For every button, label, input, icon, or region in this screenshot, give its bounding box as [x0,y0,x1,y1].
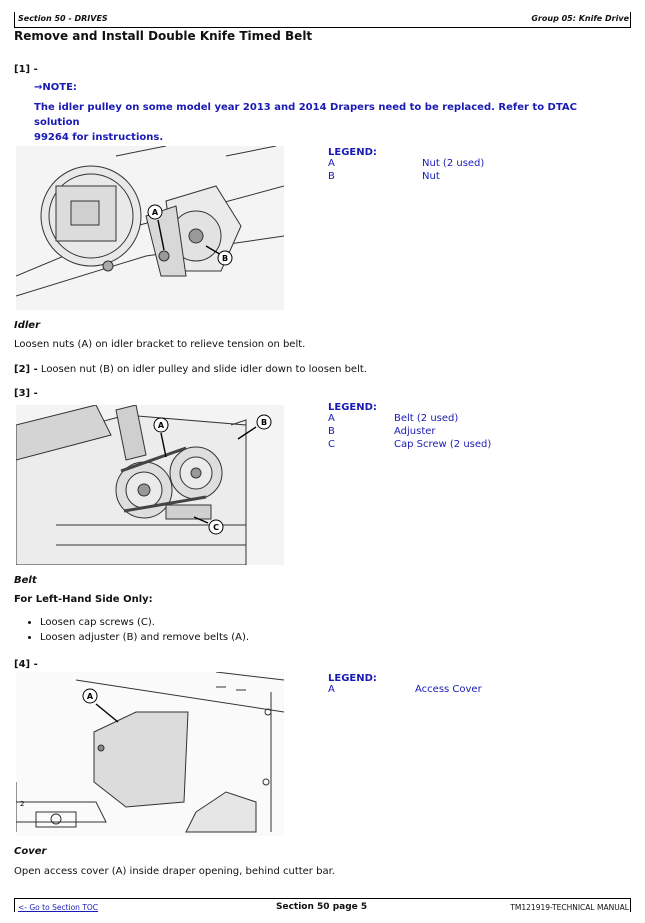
belt-figure [16,405,284,565]
callout-a: A [86,692,94,701]
legend-row [328,158,588,171]
footer-divider [14,898,631,899]
legend-value: Adjuster [394,426,436,437]
legend-key: B [328,171,335,182]
belt-illustration [16,405,284,565]
legend-key: C [328,439,335,450]
step-2-label: [2] - [14,364,38,375]
step-2-text: Loosen nut (B) on idler pulley and slide idler down to loosen belt. [40,364,367,375]
list-item: • Loosen cap screws (C). [40,615,249,630]
legend-row [328,171,588,184]
legend-row [328,439,588,452]
legend-value: Nut (2 used) [422,158,485,169]
legend-value: Cap Screw (2 used) [394,439,492,450]
left-hand-note: For Left-Hand Side Only: [14,594,153,605]
step-4-label: [4] - [14,659,38,670]
callout-a: A [157,421,165,430]
callout-b: B [260,418,268,427]
legend-title: LEGEND: [328,402,377,413]
list-item: • Loosen adjuster (B) and remove belts (A). [40,630,249,645]
legend-key: A [328,684,335,695]
header-divider [14,27,631,28]
step-2 [14,364,367,375]
manual-id: TM121919-TECHNICAL MANUAL [510,903,629,912]
step-4-text: Open access cover (A) inside draper opening, behind cutter bar. [14,866,335,877]
idler-figure [16,146,284,310]
legend-row [328,413,588,426]
legend-row [328,426,588,439]
callout-a: A [151,208,159,217]
legend-key: A [328,413,335,424]
legend-step-3 [328,402,588,452]
callout-b: B [221,254,229,263]
callout-c: C [213,523,219,532]
section-toc-link[interactable]: <- Go to Section TOC [18,903,99,912]
idler-illustration [16,146,284,310]
note-label: →NOTE: [34,82,77,93]
legend-key: A [328,158,335,169]
page-number: Section 50 page 5 [276,902,368,912]
legend-step-4 [328,673,588,697]
step-3-bullets [26,615,249,645]
note-line-1: The idler pulley on some model year 2013 and 2014 Drapers need to be replaced. Refer to DTAC solution [34,102,577,128]
legend-step-1 [328,147,588,184]
note-text [34,100,624,145]
step-1-label: [1] - [14,64,38,75]
step-1-text: Loosen nuts (A) on idler bracket to relieve tension on belt. [14,339,306,350]
legend-title: LEGEND: [328,147,377,158]
caption-idler: Idler [14,320,41,331]
caption-belt: Belt [14,575,37,586]
legend-row [328,684,588,697]
section-label: Section 50 - DRIVES [18,14,108,23]
legend-value: Belt (2 used) [394,413,459,424]
cover-illustration [16,672,284,836]
legend-value: Nut [422,171,440,182]
legend-title: LEGEND: [328,673,377,684]
cover-figure [16,672,284,836]
step-3-label: [3] - [14,388,38,399]
caption-cover: Cover [14,846,47,857]
legend-key: B [328,426,335,437]
legend-value: Access Cover [415,684,482,695]
figure-mark: 2 [20,800,25,808]
note-line-2: 99264 for instructions. [34,132,164,143]
group-label: Group 05: Knife Drive [531,14,629,23]
page-title: Remove and Install Double Knife Timed Belt [14,29,313,43]
